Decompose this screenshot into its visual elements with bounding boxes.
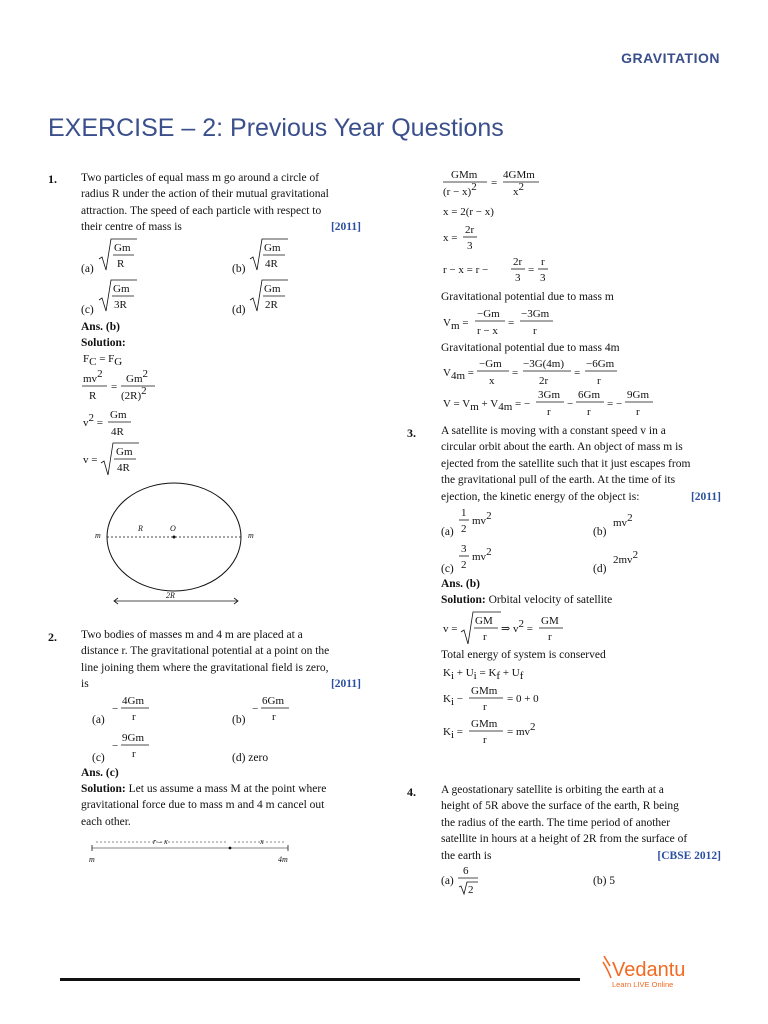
svg-text:2r: 2r	[539, 375, 549, 387]
q3-line: A satellite is moving with a constant speed v in a	[441, 425, 666, 437]
svg-text:4R: 4R	[111, 426, 124, 438]
fraction-denominator: 4R	[265, 258, 278, 270]
fraction-denominator: r	[272, 711, 276, 723]
svg-text:−: −	[112, 740, 119, 752]
svg-text:3: 3	[461, 543, 467, 555]
svg-text:Gm2: Gm2	[126, 368, 148, 385]
q3-option-c-label: (c)	[441, 563, 454, 575]
svg-text:FC = FG: FC = FG	[83, 353, 123, 368]
q3-equation-4	[441, 715, 561, 749]
q4-option-a-label: (a)	[441, 875, 454, 887]
svg-text:GMm: GMm	[451, 169, 478, 181]
q2-potential-4m-text: Gravitational potential due to mass 4m	[441, 342, 620, 354]
figure-label: r – x	[153, 837, 168, 846]
q2-number: 2.	[48, 630, 57, 644]
q2-solution-label: Solution:	[81, 783, 126, 795]
q1-option-a-formula	[97, 237, 137, 273]
svg-text:GMm: GMm	[471, 718, 498, 730]
q2-line: Two bodies of masses m and 4 m are placed at a	[81, 629, 303, 641]
svg-text:r: r	[533, 325, 537, 337]
fraction-denominator: r	[132, 748, 136, 760]
figure-label: R	[138, 524, 143, 533]
svg-text:x: x	[489, 375, 495, 387]
svg-text:−Gm: −Gm	[477, 308, 500, 320]
q4-line: A geostationary satellite is orbiting the earth at a	[441, 784, 664, 796]
q1-line: their centre of mass is	[81, 221, 182, 234]
svg-text:r: r	[483, 734, 487, 746]
svg-text:GM: GM	[541, 615, 559, 627]
fraction-denominator: R	[117, 258, 125, 270]
q3-equation-1	[441, 609, 591, 647]
q2-last-line	[81, 676, 361, 692]
q3-option-a-label: (a)	[441, 526, 454, 538]
svg-text:x2: x2	[513, 181, 524, 198]
svg-text:r: r	[597, 375, 601, 387]
svg-text:2: 2	[461, 559, 467, 571]
svg-text:−: −	[567, 398, 574, 410]
svg-text:r: r	[483, 701, 487, 713]
svg-text:=: =	[512, 367, 519, 379]
footer-rule	[60, 978, 580, 981]
fraction-denominator: 3R	[114, 299, 127, 311]
svg-text:2r: 2r	[465, 224, 475, 236]
q4-number: 4.	[407, 785, 416, 799]
q1-option-d-label: (d)	[232, 304, 246, 316]
q1-text	[81, 170, 361, 236]
svg-text:mv2: mv2	[472, 546, 492, 563]
svg-text:v2 =: v2 =	[83, 412, 103, 429]
svg-text:mv2: mv2	[83, 368, 103, 385]
figure-label: m	[89, 855, 95, 864]
q2-answer: Ans. (c)	[81, 767, 119, 779]
figure-label: O	[170, 524, 176, 533]
q1-number: 1.	[48, 172, 57, 186]
figure-label: 2R	[166, 591, 175, 600]
fraction-denominator: r	[132, 711, 136, 723]
q1-option-b-label: (b)	[232, 263, 246, 275]
svg-text:3: 3	[540, 272, 546, 284]
svg-text:r: r	[587, 406, 591, 418]
figure-label: 4m	[278, 855, 288, 864]
svg-text:3: 3	[467, 240, 473, 252]
svg-text:−Gm: −Gm	[479, 358, 502, 370]
svg-text:Gm: Gm	[116, 446, 133, 458]
svg-text:GM: GM	[475, 615, 493, 627]
fraction-numerator: Gm	[264, 283, 281, 295]
svg-text:3Gm: 3Gm	[538, 389, 560, 401]
q1-equation-3	[81, 405, 141, 441]
q4-option-b: (b) 5	[593, 875, 616, 887]
q4-line: the radius of the earth. The time period of another	[441, 816, 671, 829]
svg-text:Ki −: Ki −	[443, 693, 463, 708]
svg-text:R: R	[89, 390, 97, 402]
q1-option-c-label: (c)	[81, 304, 94, 316]
q3-line: circular orbit about the earth. An object of mass m is	[441, 441, 683, 454]
svg-text:v =: v =	[443, 623, 458, 635]
svg-text:GMm: GMm	[471, 685, 498, 697]
svg-text:V = Vm + V4m = −: V = Vm + V4m = −	[443, 398, 531, 413]
svg-text:v =: v =	[83, 454, 98, 466]
q2-equation-2	[441, 202, 541, 220]
svg-text:4R: 4R	[117, 462, 130, 474]
q2-line: distance r. The gravitational potential at a point on the	[81, 645, 330, 658]
svg-text:4GMm: 4GMm	[503, 169, 535, 181]
logo-wordmark: Vedantu	[612, 959, 686, 981]
q2-option-d: (d) zero	[232, 752, 269, 764]
vedantu-logo	[598, 950, 698, 990]
q3-option-c-formula	[458, 540, 508, 574]
q2-equation-1	[441, 166, 551, 202]
svg-text:1: 1	[461, 507, 467, 519]
q4-line: height of 5R above the surface of the earth, R being	[441, 800, 679, 813]
svg-text:=: =	[528, 264, 535, 276]
q3-option-b-label: (b)	[593, 526, 607, 538]
svg-text:=: =	[574, 367, 581, 379]
q1-year: [2011]	[330, 221, 361, 234]
svg-text:6Gm: 6Gm	[578, 389, 600, 401]
svg-text:−3Gm: −3Gm	[521, 308, 550, 320]
q2-year: [2011]	[330, 678, 361, 691]
q2-text	[81, 627, 361, 693]
q3-energy-text: Total energy of system is conserved	[441, 649, 606, 661]
q2-option-a-label: (a)	[92, 714, 105, 726]
q1-equation-4	[81, 440, 151, 478]
q3-option-d-label: (d)	[593, 563, 607, 575]
q3-line: ejected from the satellite such that it just escapes from	[441, 457, 691, 470]
svg-text:r: r	[541, 256, 545, 268]
q3-answer: Ans. (b)	[441, 578, 480, 590]
q1-line: radius R under the action of their mutual gravitational	[81, 188, 329, 201]
q3-solution	[441, 592, 612, 608]
q1-option-a-label: (a)	[81, 263, 94, 275]
q2-option-b-label: (b)	[232, 714, 246, 726]
q2-line-figure	[88, 836, 298, 866]
q2-option-c-formula	[112, 729, 162, 763]
q2-option-b-formula	[252, 692, 302, 726]
q4-year: [CBSE 2012]	[657, 849, 721, 862]
q1-force-equation	[81, 349, 161, 367]
svg-text:2mv2: 2mv2	[613, 549, 639, 566]
svg-text:r − x: r − x	[477, 325, 498, 337]
svg-text:2: 2	[461, 523, 467, 535]
q4-line: the earth is	[441, 849, 492, 862]
q1-circle-figure	[90, 475, 280, 610]
q2-option-c-label: (c)	[92, 752, 105, 764]
q4-option-a-formula	[456, 862, 486, 898]
svg-text:mv2: mv2	[472, 510, 492, 527]
fraction-numerator: Gm	[264, 242, 281, 254]
svg-text:V4m =: V4m =	[443, 367, 474, 382]
q1-solution-label: Solution:	[81, 337, 126, 349]
q3-solution-text: Orbital velocity of satellite	[485, 594, 613, 606]
svg-text:⇒ v2 =: ⇒ v2 =	[501, 618, 533, 635]
figure-label: x	[260, 837, 264, 846]
q1-line: attraction. The speed of each particle with respect to	[81, 204, 322, 217]
logo-tagline: Learn LIVE Online	[612, 980, 674, 989]
fraction-denominator: 2R	[265, 299, 278, 311]
q2-equation-4	[441, 253, 551, 287]
fraction-numerator: 6Gm	[262, 695, 284, 707]
q2-solution-line: gravitational force due to mass m and 4 m cancel out	[81, 799, 325, 812]
svg-text:−: −	[112, 703, 119, 715]
svg-text:r: r	[547, 406, 551, 418]
q1-equation-2	[81, 369, 171, 405]
q2-potential-m-text: Gravitational potential due to mass m	[441, 291, 614, 303]
q3-equation-2	[441, 663, 561, 681]
q1-option-d-formula	[248, 278, 288, 314]
q3-option-d-formula	[611, 551, 651, 571]
figure-label: m	[95, 531, 101, 540]
svg-text:x = 2(r − x): x = 2(r − x)	[443, 206, 494, 218]
q3-option-b-formula	[611, 514, 651, 534]
svg-text:= −: = −	[607, 398, 623, 410]
svg-text:(2R)2: (2R)2	[121, 385, 147, 402]
q4-text	[441, 782, 721, 864]
q4-line: satellite in hours at a height of 2R from the surface of	[441, 833, 688, 846]
svg-text:Ki =: Ki =	[443, 726, 463, 741]
q2-option-a-formula	[112, 692, 162, 726]
q1-last-line	[81, 219, 361, 235]
q3-last-line	[441, 489, 721, 505]
q2-solution-line: each other.	[81, 815, 131, 828]
svg-text:r: r	[636, 406, 640, 418]
svg-text:Vm =: Vm =	[443, 317, 469, 332]
svg-text:(r − x)2: (r − x)2	[443, 181, 477, 198]
svg-text:3: 3	[515, 272, 521, 284]
fraction-numerator: Gm	[114, 242, 131, 254]
svg-text:−: −	[252, 703, 259, 715]
svg-text:Ki + Ui = Kf + Uf: Ki + Ui = Kf + Uf	[443, 667, 524, 682]
q3-equation-3	[441, 682, 561, 716]
fraction-numerator: 9Gm	[122, 732, 144, 744]
svg-text:= mv2: = mv2	[507, 721, 536, 738]
svg-text:= 0 + 0: = 0 + 0	[507, 693, 539, 705]
q3-option-a-formula	[458, 504, 508, 538]
q1-option-c-formula	[97, 278, 137, 314]
svg-text:=: =	[111, 381, 118, 393]
figure-label: m	[248, 531, 254, 540]
q2-equation-3	[441, 221, 501, 255]
q3-line: ejection, the kinetic energy of the object is:	[441, 490, 640, 503]
q3-number: 3.	[407, 426, 416, 440]
svg-text:=: =	[491, 177, 498, 189]
svg-text:−6Gm: −6Gm	[586, 358, 615, 370]
q3-year: [2011]	[690, 490, 721, 503]
q2-equation-7	[441, 386, 661, 422]
q3-text	[441, 423, 721, 505]
q1-answer: Ans. (b)	[81, 321, 120, 333]
q2-line: is	[81, 678, 89, 691]
svg-text:2: 2	[468, 884, 474, 896]
svg-text:=: =	[508, 317, 515, 329]
q2-solution-line: Let us assume a mass M at the point where	[125, 783, 327, 795]
svg-text:−3G(4m): −3G(4m)	[523, 358, 565, 370]
svg-text:r: r	[483, 631, 487, 643]
svg-text:mv2: mv2	[613, 512, 633, 529]
svg-text:9Gm: 9Gm	[627, 389, 649, 401]
svg-text:Gm: Gm	[110, 409, 127, 421]
svg-text:r − x = r −: r − x = r −	[443, 264, 489, 276]
svg-text:r: r	[548, 631, 552, 643]
q1-option-b-formula	[248, 237, 288, 273]
page-title: EXERCISE – 2: Previous Year Questions	[48, 114, 504, 142]
svg-text:2r: 2r	[513, 256, 523, 268]
svg-text:6: 6	[463, 865, 469, 877]
q2-line: line joining them where the gravitational field is zero,	[81, 661, 329, 674]
fraction-numerator: 4Gm	[122, 695, 144, 707]
fraction-numerator: Gm	[113, 283, 130, 295]
q2-equation-5	[441, 305, 561, 341]
q3-solution-label: Solution:	[441, 594, 486, 606]
chapter-header: GRAVITATION	[621, 50, 720, 66]
svg-text:x =: x =	[443, 232, 458, 244]
q1-line: Two particles of equal mass m go around a circle of	[81, 172, 320, 184]
q2-solution	[81, 781, 361, 830]
q3-line: the gravitational pull of the earth. At the time of its	[441, 474, 676, 487]
